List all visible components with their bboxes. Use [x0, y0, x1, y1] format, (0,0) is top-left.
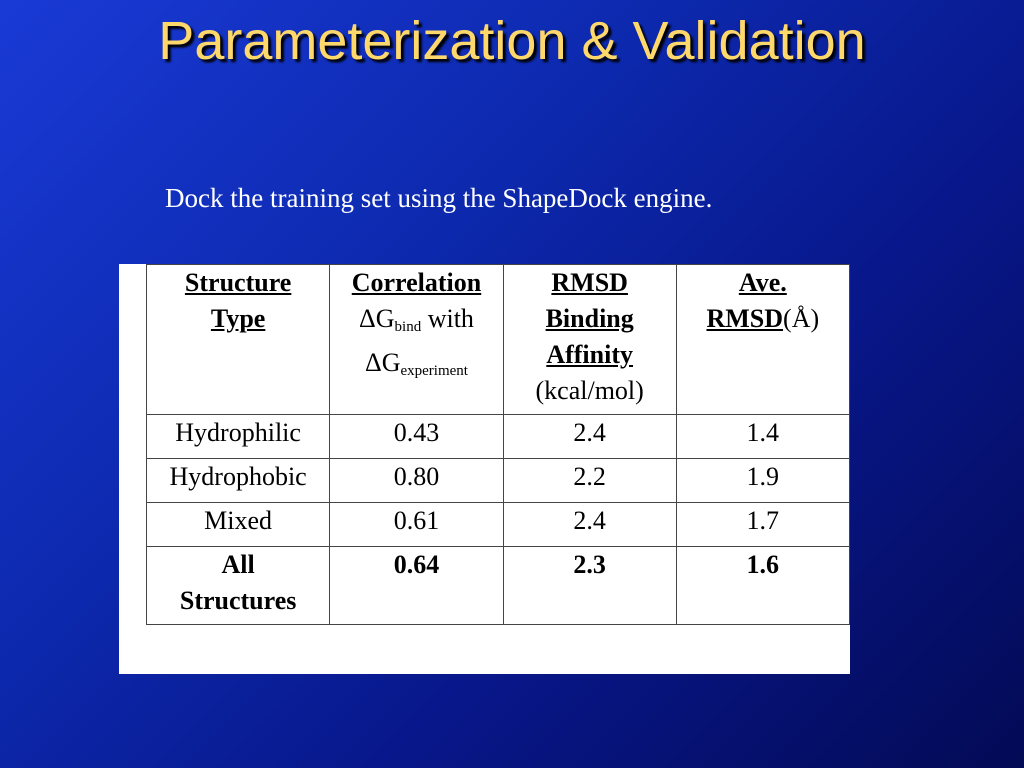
table-row — [147, 415, 850, 459]
cell-correlation: 0.43 — [330, 415, 504, 459]
cell-ave-rmsd-total: 1.6 — [676, 547, 849, 625]
cell-correlation-total: 0.64 — [330, 547, 504, 625]
cell-type: Hydrophilic — [147, 415, 330, 459]
table-panel — [119, 264, 850, 674]
cell-rmsd-affinity: 2.2 — [503, 459, 676, 503]
header-rmsd-line2: Binding — [545, 304, 634, 333]
header-ave-line2: RMSD — [706, 304, 784, 333]
delta-g-experiment: ΔG — [364, 348, 401, 377]
with-text: with — [421, 304, 474, 333]
slide-subtitle: Dock the training set using the ShapeDock engine. — [165, 183, 713, 213]
table-row — [147, 503, 850, 547]
cell-ave-rmsd: 1.7 — [676, 503, 849, 547]
cell-type-total — [147, 547, 330, 625]
cell-type: Hydrophobic — [147, 459, 330, 503]
cell-ave-rmsd: 1.4 — [676, 415, 849, 459]
total-type-line1: All — [221, 550, 255, 579]
header-correlation — [330, 265, 504, 415]
cell-correlation: 0.80 — [330, 459, 504, 503]
cell-ave-rmsd: 1.9 — [676, 459, 849, 503]
header-structure-line2: Type — [210, 304, 266, 333]
cell-rmsd-affinity: 2.4 — [503, 415, 676, 459]
cell-rmsd-affinity-total: 2.3 — [503, 547, 676, 625]
total-type-line2: Structures — [179, 586, 297, 615]
cell-correlation: 0.61 — [330, 503, 504, 547]
header-rmsd-unit: (kcal/mol) — [535, 376, 644, 405]
table-header-row — [147, 265, 850, 415]
header-structure-type — [147, 265, 330, 415]
cell-type: Mixed — [147, 503, 330, 547]
sub-experiment: experiment — [400, 363, 468, 379]
header-ave-unit: (Å) — [783, 304, 820, 333]
table-total-row — [147, 547, 850, 625]
header-rmsd-line1: RMSD — [551, 268, 628, 297]
table-row — [147, 459, 850, 503]
header-structure-line1: Structure — [184, 268, 292, 297]
header-correlation-formula2 — [365, 348, 468, 377]
header-ave-rmsd — [676, 265, 849, 415]
cell-rmsd-affinity: 2.4 — [503, 503, 676, 547]
header-ave-line1: Ave. — [738, 268, 787, 297]
delta-g-bind: ΔG — [359, 304, 395, 333]
header-rmsd-affinity — [503, 265, 676, 415]
results-table — [146, 264, 850, 625]
slide-title: Parameterization & Validation — [158, 11, 866, 71]
header-correlation-title: Correlation — [351, 268, 482, 297]
header-ave-line2-wrap — [706, 304, 819, 333]
header-rmsd-line3: Affinity — [546, 340, 633, 369]
sub-bind: bind — [394, 319, 422, 335]
header-correlation-formula1 — [359, 304, 474, 333]
